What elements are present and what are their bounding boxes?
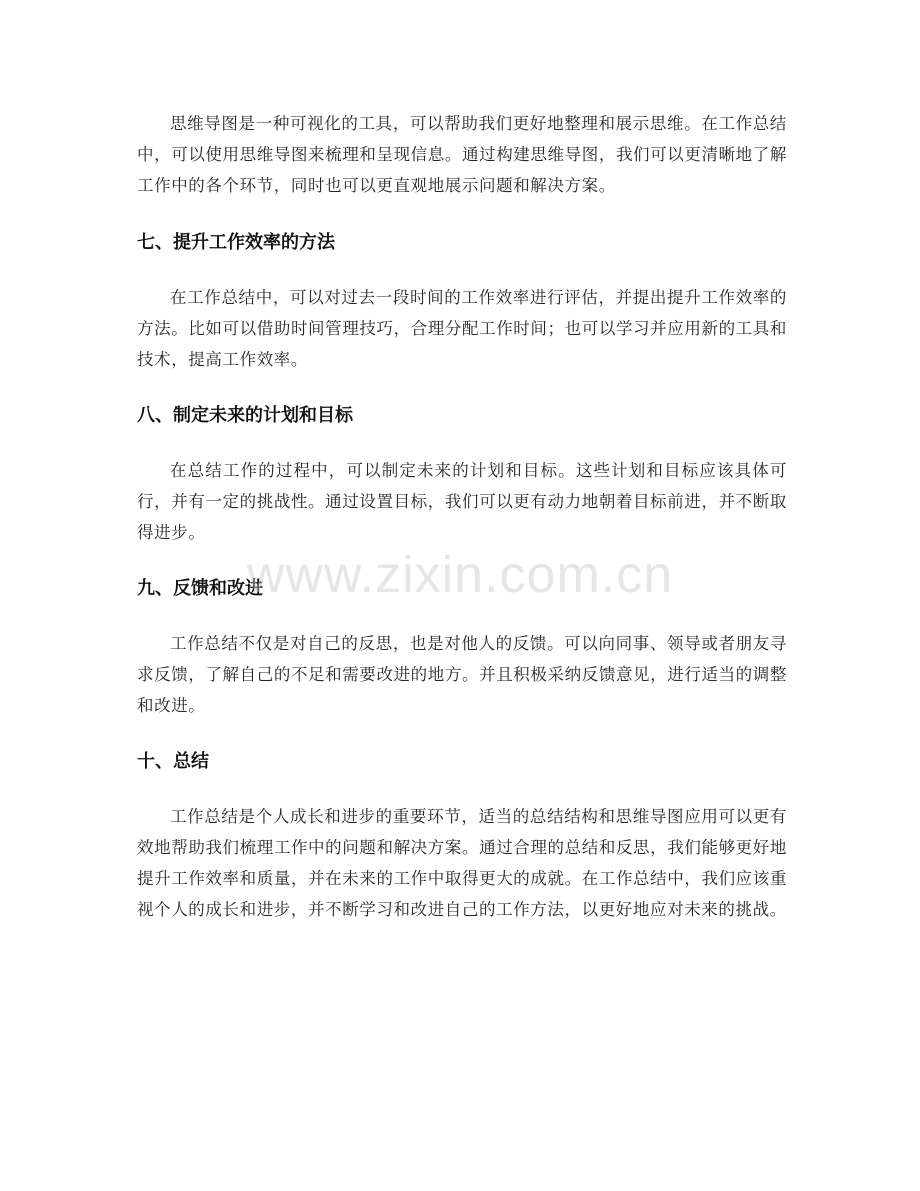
paragraph-feedback: 工作总结不仅是对自己的反思，也是对他人的反馈。可以向同事、领导或者朋友寻求反馈，了解自己的不足和需要改进的地方。并且积极采纳反馈意见，进行适当的调整和改进。 <box>137 634 787 715</box>
paragraph-mind-map: 思维导图是一种可视化的工具，可以帮助我们更好地整理和展示思维。在工作总结中，可以使用思维导图来梳理和呈现信息。通过构建思维导图，我们可以更清晰地了解工作中的各个环节，同时也可以更直观地展示问题和解决方案。 <box>137 114 787 195</box>
section-heading-plans: 八、制定未来的计划和目标 <box>137 405 353 426</box>
paragraph-plans: 在总结工作的过程中，可以制定未来的计划和目标。这些计划和目标应该具体可行，并有一定的挑战性。通过设置目标，我们可以更有动力地朝着目标前进，并不断取得进步。 <box>137 461 787 542</box>
section-heading-efficiency: 七、提升工作效率的方法 <box>137 232 335 253</box>
watermark-text: www.zixin.com.cn <box>246 546 674 604</box>
paragraph-efficiency: 在工作总结中，可以对过去一段时间的工作效率进行评估，并提出提升工作效率的方法。比如可以借助时间管理技巧，合理分配工作时间；也可以学习并应用新的工具和技术，提高工作效率。 <box>137 288 787 369</box>
paragraph-summary: 工作总结是个人成长和进步的重要环节，适当的总结结构和思维导图应用可以更有效地帮助我们梳理工作中的问题和解决方案。通过合理的总结和反思，我们能够更好地提升工作效率和质量，并在未来的工作中取得更大的成就。在工作总结中，我们应该重视个人的成长和进步，并不断学习和改进自己的工作方法，以更好地应对未来的挑战。 <box>137 807 787 919</box>
section-heading-feedback: 九、反馈和改进 <box>137 578 263 599</box>
section-heading-summary: 十、总结 <box>137 751 209 772</box>
